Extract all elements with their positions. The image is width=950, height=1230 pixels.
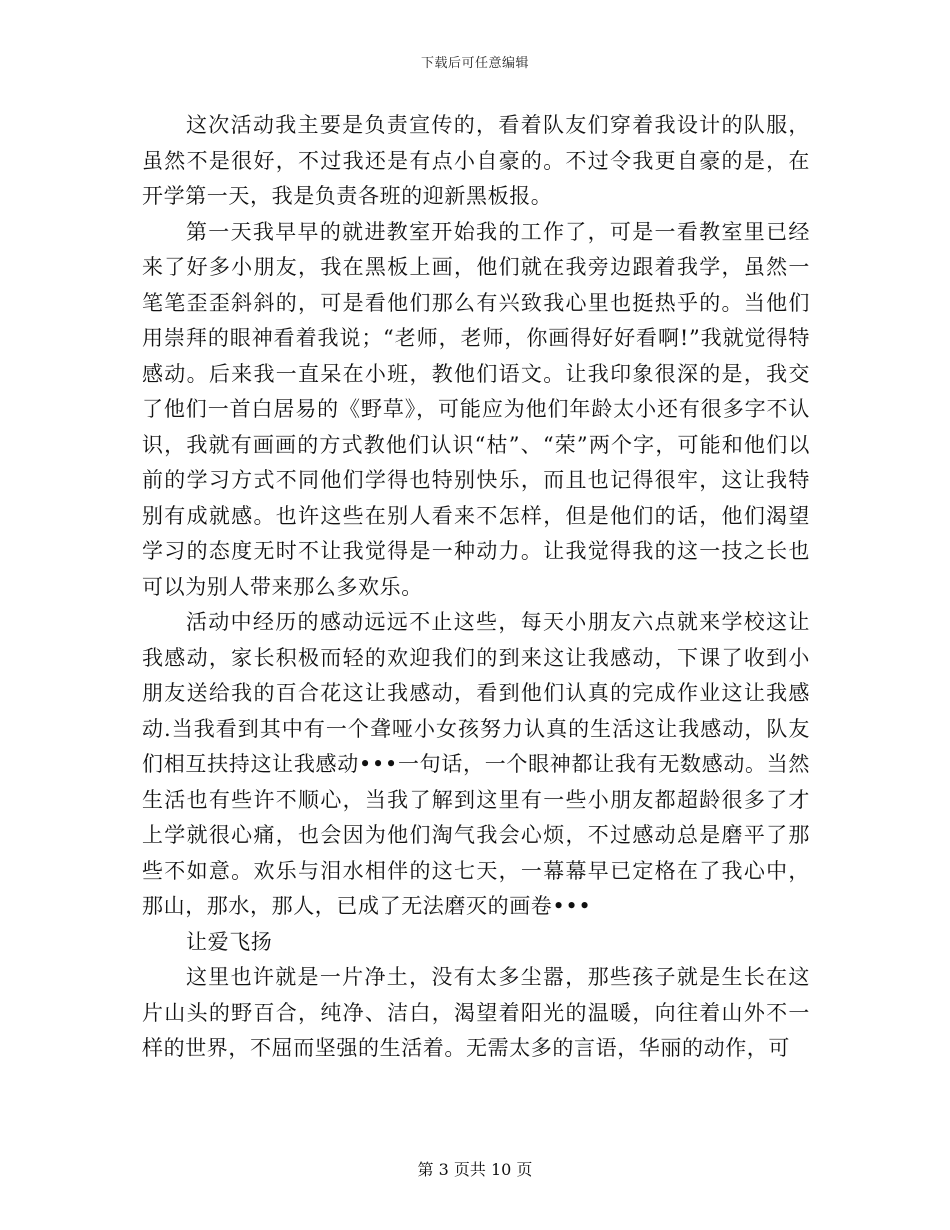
- paragraph-pure-land: 这里也许就是一片净土，没有太多尘嚣，那些孩子就是生长在这片山头的野百合，纯净、洁白，渴望着阳光的温暖，向往着山外不一样的世界，不屈而坚强的生活着。无需太多的言语，华丽的动作，可: [142, 965, 810, 1060]
- section-heading: 让爱飞扬: [186, 929, 273, 954]
- document-body: [142, 108, 810, 1067]
- paragraph-touching-moments: 活动中经历的感动远远不止这些，每天小朋友六点就来学校这让我感动，家长积极而轻的欢迎我们的到来这让我感动，下课了收到小朋友送给我的百合花这让我感动，看到他们认真的完成作业这让我感动.当我看到其中有一个聋哑小女孩努力认真的生活这让我感动，队友们相互扶持这让我感动•••一句话，一个眼神都让我有无数感动。当然生活也有些许不顺心，当我了解到这里有一些小朋友都超龄很多了才上学就很心痛，也会因为他们淘气我会心烦，不过感动总是磨平了那些不如意。欢乐与泪水相伴的这七天，一幕幕早已定格在了我心中，那山，那水，那人，已成了无法磨灭的画卷•••: [142, 610, 810, 918]
- page-header: 下载后可任意编辑: [420, 56, 529, 71]
- paragraph-publicity: 这次活动我主要是负责宣传的，看着队友们穿着我设计的队服，虽然不是很好，不过我还是有点小自豪的。不过令我更自豪的是，在开学第一天，我是负责各班的迎新黑板报。: [142, 113, 810, 208]
- page-number: 第 3 页共 10 页: [417, 1160, 533, 1179]
- paragraph-first-day: 第一天我早早的就进教室开始我的工作了，可是一看教室里已经来了好多小朋友，我在黑板上画，他们就在我旁边跟着我学，虽然一笔笔歪歪斜斜的，可是看他们那么有兴致我心里也挺热乎的。当他们用崇拜的眼神看着我说；“老师，老师，你画得好好看啊!”我就觉得特感动。后来我一直呆在小班，教他们语文。让我印象很深的是，我交了他们一首白居易的《野草》，可能应为他们年龄太小还有很多字不认识，我就有画画的方式教他们认识“枯”、“荣”两个字，可能和他们以前的学习方式不同他们学得也特别快乐，而且也记得很牢，这让我特别有成就感。也许这些在别人看来不怎样，但是他们的话，他们渴望学习的态度无时不让我觉得是一种动力。让我觉得我的这一技之长也可以为别人带来那么多欢乐。: [142, 219, 810, 599]
